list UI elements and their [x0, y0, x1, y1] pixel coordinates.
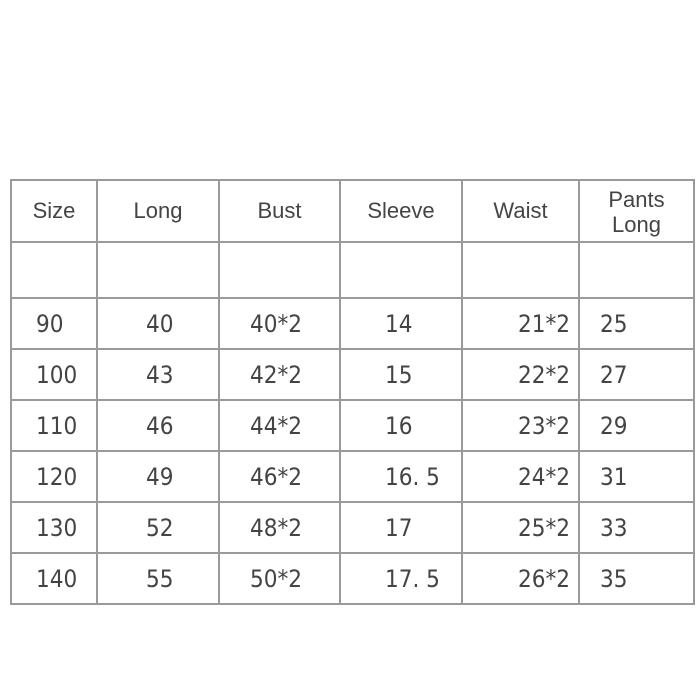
header-pants-line1: Pants	[608, 187, 665, 212]
table-row	[11, 349, 694, 400]
cell-long: 43	[97, 349, 219, 400]
cell-long: 46	[97, 400, 219, 451]
cell-size: 140	[11, 553, 97, 604]
cell-long: 52	[97, 502, 219, 553]
cell-size: 90	[11, 298, 97, 349]
cell-sleeve: 14	[340, 298, 462, 349]
cell-sleeve: 16. 5	[340, 451, 462, 502]
cell-waist: 23*2	[462, 400, 579, 451]
cell-pants-long: 33	[579, 502, 694, 553]
cell-waist: 21*2	[462, 298, 579, 349]
cell-long: 49	[97, 451, 219, 502]
blank-cell	[340, 242, 462, 298]
header-row	[11, 180, 694, 242]
cell-bust: 50*2	[219, 553, 340, 604]
cell-pants-long: 25	[579, 298, 694, 349]
header-pants-line2: Long	[612, 212, 661, 237]
table-row	[11, 553, 694, 604]
cell-bust: 44*2	[219, 400, 340, 451]
header-sleeve: Sleeve	[340, 180, 462, 242]
cell-waist: 22*2	[462, 349, 579, 400]
blank-cell	[11, 242, 97, 298]
cell-long: 40	[97, 298, 219, 349]
blank-cell	[97, 242, 219, 298]
blank-row	[11, 242, 694, 298]
size-chart-table	[10, 179, 695, 605]
cell-pants-long: 27	[579, 349, 694, 400]
cell-size: 110	[11, 400, 97, 451]
header-waist: Waist	[462, 180, 579, 242]
table-row	[11, 298, 694, 349]
table-row	[11, 451, 694, 502]
table-row	[11, 502, 694, 553]
cell-size: 120	[11, 451, 97, 502]
cell-pants-long: 35	[579, 553, 694, 604]
blank-cell	[219, 242, 340, 298]
cell-bust: 46*2	[219, 451, 340, 502]
cell-size: 100	[11, 349, 97, 400]
cell-size: 130	[11, 502, 97, 553]
cell-sleeve: 17	[340, 502, 462, 553]
cell-bust: 48*2	[219, 502, 340, 553]
cell-waist: 24*2	[462, 451, 579, 502]
header-pants-long	[579, 180, 694, 242]
cell-bust: 40*2	[219, 298, 340, 349]
cell-pants-long: 31	[579, 451, 694, 502]
cell-sleeve: 15	[340, 349, 462, 400]
table-row	[11, 400, 694, 451]
blank-cell	[462, 242, 579, 298]
header-long: Long	[97, 180, 219, 242]
cell-bust: 42*2	[219, 349, 340, 400]
cell-pants-long: 29	[579, 400, 694, 451]
header-size: Size	[11, 180, 97, 242]
cell-waist: 25*2	[462, 502, 579, 553]
cell-waist: 26*2	[462, 553, 579, 604]
header-bust: Bust	[219, 180, 340, 242]
cell-long: 55	[97, 553, 219, 604]
cell-sleeve: 17. 5	[340, 553, 462, 604]
blank-cell	[579, 242, 694, 298]
cell-sleeve: 16	[340, 400, 462, 451]
